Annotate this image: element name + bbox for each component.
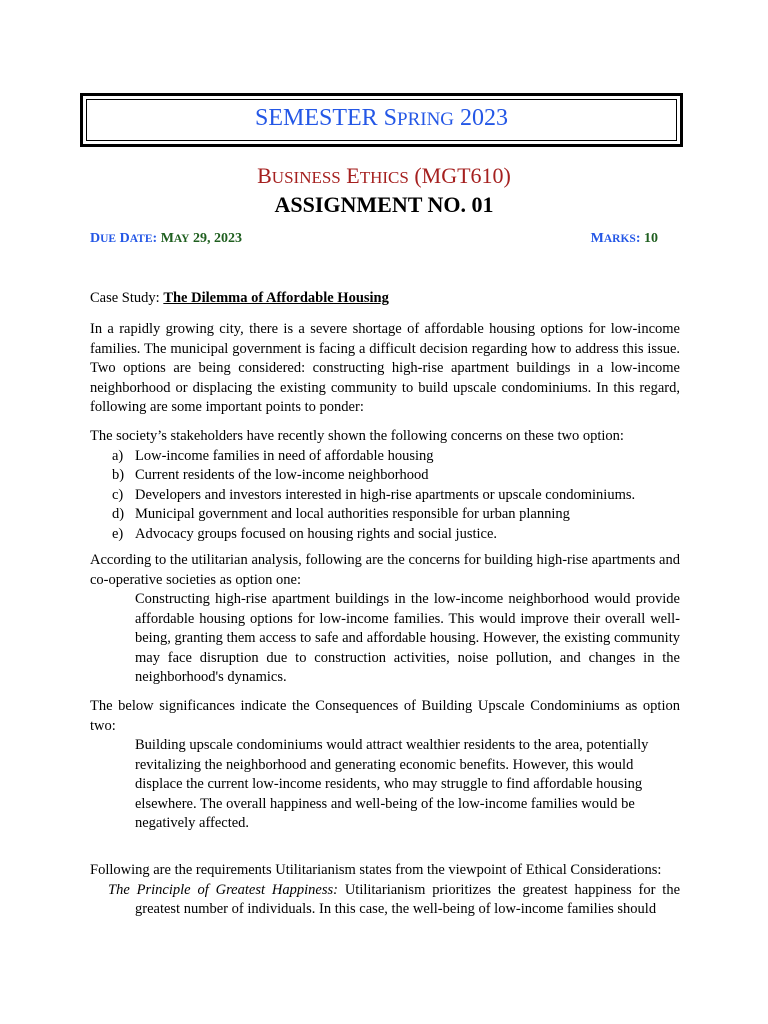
stakeholders-section [90,427,680,544]
list-text: Municipal government and local authorities responsible for urban planning [135,506,570,522]
option-one-section [90,551,680,688]
principle-paragraph [90,881,680,920]
list-text: Low-income families in need of affordable housing [135,447,434,464]
list-marker: d) [112,506,125,522]
semester-year: 2023 [460,105,509,131]
course-e-rest: THICS [359,168,409,187]
semester-title [83,103,680,135]
list-text: Developers and investors interested in high-rise apartments or upscale condominiums. [135,486,636,503]
list-item [90,447,680,467]
spring-rest: PRING [397,109,455,130]
list-item [90,486,680,506]
due-month-rest: AY [173,233,190,245]
list-marker: c) [112,486,124,503]
date-label-ate: ATE [129,233,153,245]
case-study-label: Case Study: [90,290,164,306]
list-text: Advocacy groups focused on housing rights and social justice. [135,525,498,542]
list-marker: e) [112,525,124,542]
case-study-title: The Dilemma of Affordable Housing [163,290,389,306]
requirements-intro: Following are the requirements Utilitarianism states from the viewpoint of Ethical Considerations: [90,862,662,878]
marks-colon: : [635,231,641,246]
due-date [90,230,242,248]
spring-initial: S [383,105,398,131]
due-month-initial: M [160,231,174,246]
intro-paragraph: In a rapidly growing city, there is a severe shortage of affordable housing options for low-income families. The municipal government is facing a difficult decision regarding how to address this issue. Two options are being considered: constructing high-rise apartment buildings in a low-income neighborhood or displacing the existing community to build upscale condominiums. In this regard, following are some important points to ponder: [90,321,680,415]
course-e-initial: E [346,163,360,188]
marks-value: 10 [644,231,658,246]
stakeholders-intro: The society’s stakeholders have recently shown the following concerns on these two option: [90,428,624,444]
list-item [90,466,680,486]
case-study-heading [90,289,680,309]
list-marker: b) [112,467,125,483]
marks [591,230,658,248]
course-b-initial: B [257,163,272,188]
principle-text: Utilitarianism prioritizes the greatest happiness for the greatest number of individuals. In this case, the well-being of low-income families should [135,881,680,917]
semester-banner [80,93,683,147]
list-marker: a) [112,447,124,464]
option-one-intro: According to the utilitarian analysis, following are the concerns for building high-rise apartments and co-operative societies as option one: [90,552,680,588]
due-label-ue: UE [100,233,117,245]
option-two-body: Building upscale condominiums would attract wealthier residents to the area, potentially revitalizing the neighborhood and generating economic benefits. However, this would displace the current low-income residents, who may struggle to find affordable housing elsewhere. The overall happiness and well-being of the low-income families would be negatively affected. [135,737,649,831]
due-colon: : [152,231,158,246]
principle-title: The Principle of Greatest Happiness: [108,881,338,898]
due-label-d: D [90,231,101,246]
list-item [90,525,680,545]
option-one-body: Constructing high-rise apartment buildings in the low-income neighborhood would provide affordable housing options for low-income families. This would improve their overall well-being, granting them access to safe and affordable housing. However, the existing community may face disruption due to construction activities, noise pollution, and changes in the neighborhood's dynamics. [135,591,680,685]
option-two-section [90,697,680,834]
marks-label-arks: ARKS [603,233,636,245]
list-item [90,505,680,525]
stakeholders-list [90,447,680,545]
marks-label-m: M [590,231,604,246]
semester-word: SEMESTER [254,105,378,131]
course-code: (MGT610) [414,163,511,188]
course-title [0,162,768,192]
course-b-rest: USINESS [271,168,341,187]
date-label-d: D [119,231,130,246]
list-text: Current residents of the low-income neighborhood [135,467,429,483]
requirements-section [90,861,680,920]
due-day-year: 29, 2023 [189,231,242,246]
assignment-title: ASSIGNMENT NO. 01 [274,192,494,217]
option-two-intro: The below significances indicate the Consequences of Building Upscale Condominiums as option two: [90,698,680,734]
